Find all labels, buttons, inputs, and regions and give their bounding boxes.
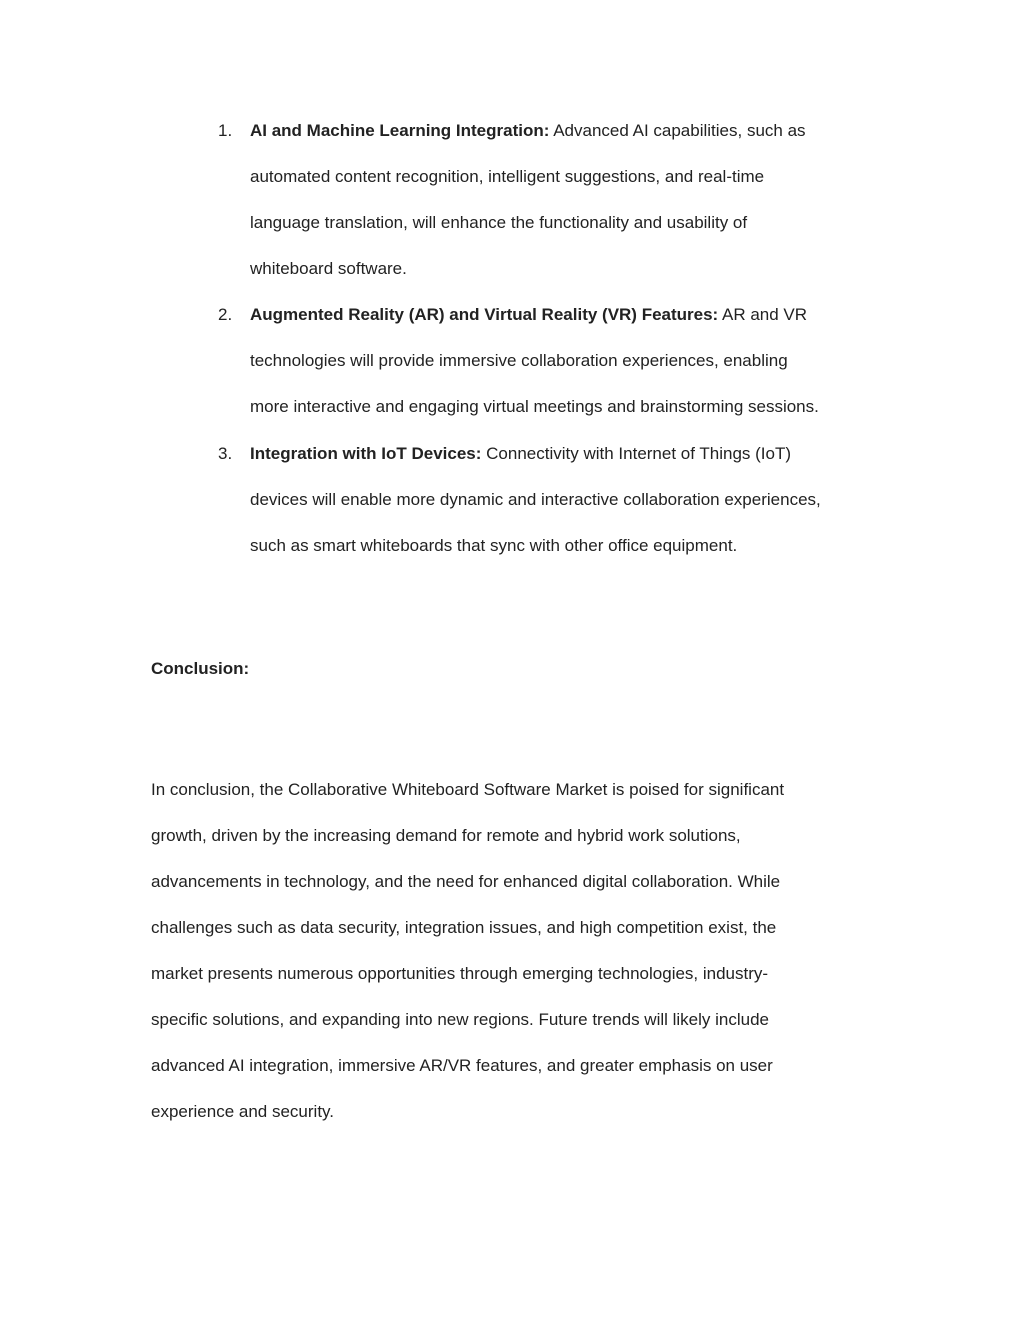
paragraph-line: In conclusion, the Collaborative Whiteboard Software Market is poised for significant [151,780,785,799]
list-item-text: Connectivity with Internet of Things (IoT) [481,444,792,463]
list-item-title: AI and Machine Learning Integration: [250,121,550,140]
list-item-text: AR and VR [718,305,808,324]
paragraph-line: advanced AI integration, immersive AR/VR features, and greater emphasis on user [151,1056,773,1075]
paragraph-line: advancements in technology, and the need for enhanced digital collaboration. While [151,872,781,891]
list-item-text: whiteboard software. [250,259,407,278]
list-item-text: devices will enable more dynamic and interactive collaboration experiences, [250,490,821,509]
list-item-first-line [250,292,807,338]
list-item-text: Advanced AI capabilities, such as [549,121,806,140]
paragraph-line: market presents numerous opportunities through emerging technologies, industry- [151,964,769,983]
paragraph-line: specific solutions, and expanding into new regions. Future trends will likely include [151,1010,770,1029]
list-number: 1. [218,121,233,140]
list-item-text: such as smart whiteboards that sync with other office equipment. [250,536,738,555]
list-item-text: technologies will provide immersive collaboration experiences, enabling [250,351,788,370]
list-item-text: more interactive and engaging virtual meetings and brainstorming sessions. [250,397,819,416]
list-item-text: automated content recognition, intelligent suggestions, and real-time [250,167,765,186]
list-item-text: language translation, will enhance the functionality and usability of [250,213,748,232]
list-number: 3. [218,444,233,463]
list-item-first-line [250,431,791,477]
list-number: 2. [218,305,233,324]
list-item-title: Augmented Reality (AR) and Virtual Reality (VR) Features: [250,305,719,324]
paragraph-line: growth, driven by the increasing demand for remote and hybrid work solutions, [151,826,741,845]
list-item-first-line [250,108,806,154]
section-heading: Conclusion: [151,659,250,678]
paragraph-line: challenges such as data security, integration issues, and high competition exist, the [151,918,777,937]
paragraph-line: experience and security. [151,1102,335,1121]
list-item-title: Integration with IoT Devices: [250,444,482,463]
